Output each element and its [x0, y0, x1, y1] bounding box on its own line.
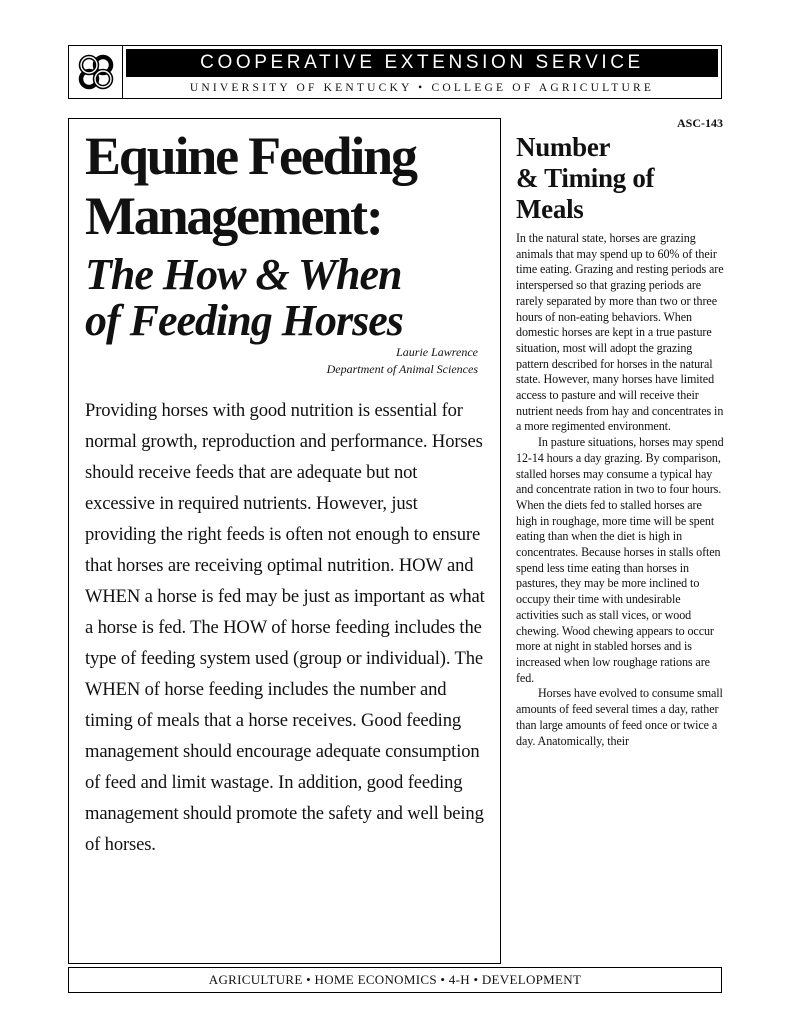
- masthead-title: COOPERATIVE EXTENSION SERVICE: [126, 49, 718, 77]
- intro-paragraph: Providing horses with good nutrition is essential for normal growth, reproduction and performance. Horses should receive feeds that are adequate but not excessive in required nutrients. However, just providing the right feeds is often not enough to ensure that horses are receiving optimal nutrition. HOW and WHEN a horse is fed may be just as important as what a horse is fed. The HOW of horse feeding includes the type of feeding system used (group or individual). The WHEN of horse feeding includes the number and timing of meals that a horse receives. Good feeding management should encourage adequate consumption of feed and limit wastage. In addition, good feeding management should promote the safety and well being of horses.: [85, 400, 485, 855]
- section-heading-line-1: Number: [516, 132, 611, 162]
- body-paragraph: Horses have evolved to consume small amounts of feed several times a day, rather than large amounts of feed once or twice a day. Anatomically, their: [516, 686, 723, 748]
- section-heading: [516, 132, 654, 225]
- masthead: [68, 45, 722, 99]
- author-name: Laurie Lawrence: [396, 345, 478, 359]
- body-paragraph: In pasture situations, horses may spend 12-14 hours a day grazing. By comparison, stalled horses may consume a typical hay and concentrate ration in two to four hours. When the diets fed to stalled horses are high in roughage, more time will be spent eating than when the diet is high in concentrates. Because horses in stalls often spend less time eating than horses in pastures, they may be more inclined to occupy their time with undesirable activities such as stall vices, or wood chewing. Wood chewing appears to occur more at night in stabled horses and is increased when low roughage rations are fed.: [516, 435, 724, 685]
- footer-banner: AGRICULTURE • HOME ECONOMICS • 4-H • DEVELOPMENT: [68, 967, 722, 993]
- author-department: Department of Animal Sciences: [326, 362, 478, 376]
- knot-logo-icon: [73, 49, 119, 95]
- article-title-line-2: Management:: [85, 186, 382, 246]
- article-subtitle-line-1: The How & When: [85, 250, 402, 299]
- article-subtitle-line-2: of Feeding Horses: [85, 296, 403, 345]
- publication-code: ASC-143: [676, 116, 723, 130]
- article-box: [68, 118, 501, 964]
- masthead-subtitle: UNIVERSITY OF KENTUCKY • COLLEGE OF AGRICULTURE: [189, 82, 655, 94]
- byline: [327, 344, 478, 378]
- body-paragraph: In the natural state, horses are grazing animals that may spend up to 60% of their time eating. Grazing and resting periods are interspersed so that grazing periods are rarely separated by more than two or three hours of non-eating behaviors. When domestic horses are kept in a true pasture situation, most will adopt the grazing pattern described for horses in the natural state. However, many horses have limited access to pasture and will receive their nutrient needs from hay and concentrates in a more regimented environment.: [516, 231, 724, 434]
- section-heading-line-2: & Timing of: [516, 163, 655, 193]
- article-title-line-1: Equine Feeding: [85, 126, 416, 186]
- extension-logo: [69, 46, 123, 98]
- section-body: [516, 231, 724, 749]
- section-heading-line-3: Meals: [516, 194, 584, 224]
